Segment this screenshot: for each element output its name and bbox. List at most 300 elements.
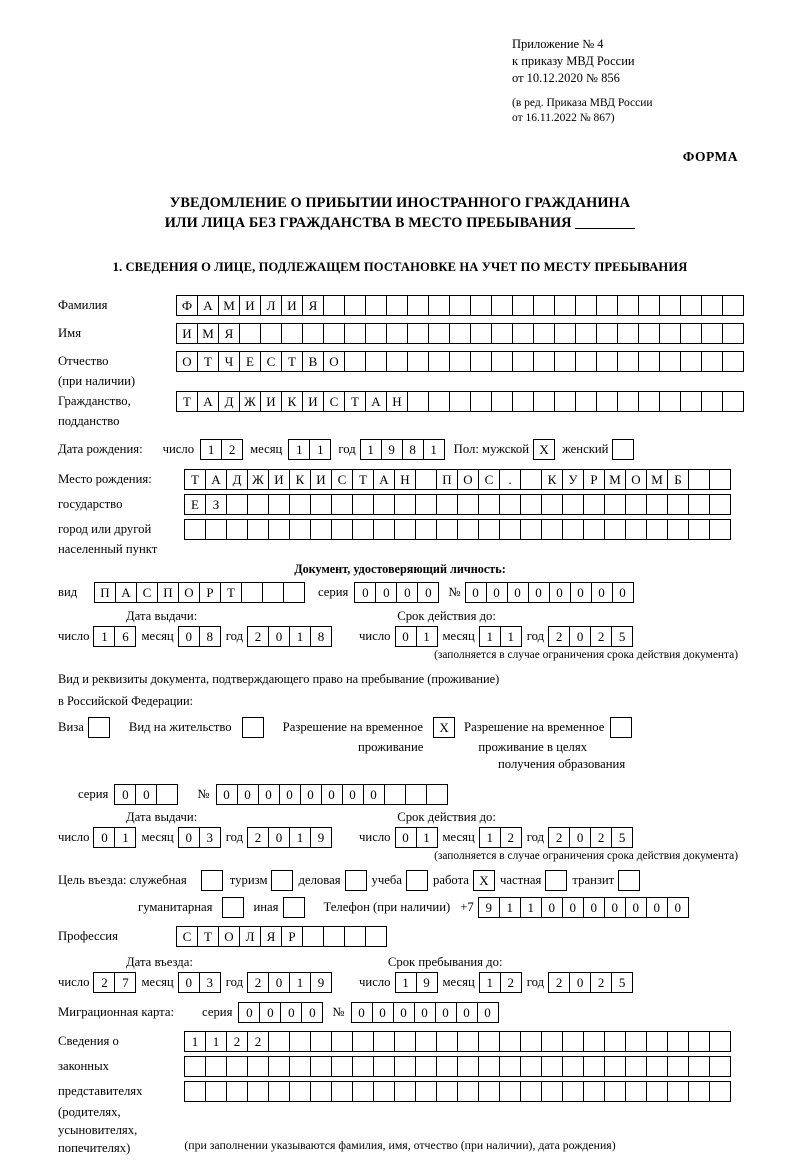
form-cell[interactable]	[201, 870, 223, 891]
form-cell[interactable]	[323, 323, 345, 344]
form-cell[interactable]	[499, 1031, 521, 1052]
form-cell[interactable]: 1	[184, 1031, 206, 1052]
stay-end-year-cells[interactable]	[548, 972, 632, 993]
form-cell[interactable]	[541, 1081, 563, 1102]
form-cell[interactable]	[583, 1081, 605, 1102]
form-cell[interactable]	[289, 519, 311, 540]
form-cell[interactable]	[268, 494, 290, 515]
form-cell[interactable]	[449, 391, 471, 412]
form-cell[interactable]: 1	[289, 827, 311, 848]
form-cell[interactable]	[394, 519, 416, 540]
form-cell[interactable]: Н	[386, 391, 408, 412]
form-cell[interactable]	[407, 295, 429, 316]
form-cell[interactable]: 0	[178, 972, 200, 993]
stay-valid-day-cells[interactable]	[395, 827, 437, 848]
form-cell[interactable]: 2	[548, 827, 570, 848]
form-cell[interactable]	[709, 469, 731, 490]
form-cell[interactable]: И	[176, 323, 198, 344]
form-cell[interactable]: 0	[477, 1002, 499, 1023]
form-cell[interactable]	[680, 391, 702, 412]
form-cell[interactable]: Е	[184, 494, 206, 515]
form-cell[interactable]	[659, 295, 681, 316]
form-cell[interactable]: Р	[199, 582, 221, 603]
form-cell[interactable]: 1	[114, 827, 136, 848]
form-cell[interactable]	[625, 494, 647, 515]
form-cell[interactable]	[323, 926, 345, 947]
form-cell[interactable]: Ж	[239, 391, 261, 412]
form-cell[interactable]: 1	[309, 439, 331, 460]
form-cell[interactable]	[562, 1056, 584, 1077]
form-cell[interactable]	[638, 295, 660, 316]
form-cell[interactable]	[688, 494, 710, 515]
form-cell[interactable]: Т	[281, 351, 303, 372]
form-cell[interactable]	[457, 519, 479, 540]
form-cell[interactable]	[156, 784, 178, 805]
purpose-work-checkbox[interactable]	[473, 870, 494, 891]
form-cell[interactable]: 1	[288, 439, 310, 460]
stay-series-cells[interactable]	[114, 784, 177, 805]
form-cell[interactable]	[373, 1031, 395, 1052]
form-cell[interactable]: Н	[394, 469, 416, 490]
form-cell[interactable]: 0	[549, 582, 571, 603]
form-cell[interactable]	[646, 519, 668, 540]
form-cell[interactable]	[260, 323, 282, 344]
form-cell[interactable]: 0	[321, 784, 343, 805]
form-cell[interactable]: Е	[239, 351, 261, 372]
form-cell[interactable]	[646, 1056, 668, 1077]
form-cell[interactable]	[310, 1081, 332, 1102]
form-cell[interactable]	[184, 1081, 206, 1102]
form-cell[interactable]	[384, 784, 406, 805]
form-cell[interactable]: 2	[590, 626, 612, 647]
form-cell[interactable]: П	[157, 582, 179, 603]
form-cell[interactable]	[520, 494, 542, 515]
entry-year-cells[interactable]	[247, 972, 331, 993]
purpose-study-checkbox[interactable]	[406, 870, 427, 891]
form-cell[interactable]: К	[281, 391, 303, 412]
form-cell[interactable]: И	[302, 391, 324, 412]
form-cell[interactable]: 0	[414, 1002, 436, 1023]
form-cell[interactable]	[667, 1031, 689, 1052]
form-cell[interactable]	[407, 391, 429, 412]
form-cell[interactable]	[331, 519, 353, 540]
form-cell[interactable]	[533, 323, 555, 344]
form-cell[interactable]: С	[136, 582, 158, 603]
form-cell[interactable]: 0	[562, 897, 584, 918]
form-cell[interactable]	[575, 323, 597, 344]
form-cell[interactable]	[617, 295, 639, 316]
doc-valid-month-cells[interactable]	[479, 626, 521, 647]
form-cell[interactable]	[205, 519, 227, 540]
form-cell[interactable]: 6	[114, 626, 136, 647]
form-cell[interactable]	[407, 351, 429, 372]
form-cell[interactable]	[701, 391, 723, 412]
form-cell[interactable]: X	[533, 439, 555, 460]
form-cell[interactable]: О	[457, 469, 479, 490]
form-cell[interactable]	[722, 295, 744, 316]
form-cell[interactable]: 0	[486, 582, 508, 603]
form-cell[interactable]	[478, 1081, 500, 1102]
form-cell[interactable]: 2	[247, 626, 269, 647]
form-cell[interactable]	[604, 1031, 626, 1052]
surname-cells[interactable]	[176, 295, 743, 316]
form-cell[interactable]: 1	[423, 439, 445, 460]
form-cell[interactable]	[583, 1031, 605, 1052]
form-cell[interactable]: 3	[199, 827, 221, 848]
form-cell[interactable]: 0	[570, 582, 592, 603]
form-cell[interactable]: Д	[218, 391, 240, 412]
form-cell[interactable]	[449, 323, 471, 344]
form-cell[interactable]	[457, 494, 479, 515]
form-cell[interactable]	[533, 295, 555, 316]
form-cell[interactable]: Л	[260, 295, 282, 316]
form-cell[interactable]	[241, 582, 263, 603]
form-cell[interactable]	[310, 519, 332, 540]
form-cell[interactable]	[596, 391, 618, 412]
form-cell[interactable]	[407, 323, 429, 344]
form-cell[interactable]	[520, 469, 542, 490]
form-cell[interactable]	[625, 1081, 647, 1102]
form-cell[interactable]	[638, 351, 660, 372]
form-cell[interactable]: 0	[268, 972, 290, 993]
form-cell[interactable]	[520, 519, 542, 540]
form-cell[interactable]: О	[178, 582, 200, 603]
form-cell[interactable]: 0	[135, 784, 157, 805]
phone-cells[interactable]	[478, 897, 688, 918]
form-cell[interactable]: О	[176, 351, 198, 372]
form-cell[interactable]	[520, 1081, 542, 1102]
form-cell[interactable]: А	[365, 391, 387, 412]
form-cell[interactable]	[554, 351, 576, 372]
form-cell[interactable]	[512, 323, 534, 344]
form-cell[interactable]: И	[268, 469, 290, 490]
form-cell[interactable]	[701, 295, 723, 316]
form-cell[interactable]	[88, 717, 110, 738]
form-cell[interactable]: 1	[93, 626, 115, 647]
form-cell[interactable]	[428, 351, 450, 372]
form-cell[interactable]: М	[646, 469, 668, 490]
form-cell[interactable]: И	[260, 391, 282, 412]
form-cell[interactable]	[701, 323, 723, 344]
form-cell[interactable]: 0	[667, 897, 689, 918]
form-cell[interactable]: 9	[381, 439, 403, 460]
form-cell[interactable]: М	[218, 295, 240, 316]
birth-year-cells[interactable]	[360, 439, 444, 460]
form-cell[interactable]: 2	[590, 972, 612, 993]
purpose-other-checkbox[interactable]	[283, 897, 304, 918]
form-cell[interactable]	[617, 351, 639, 372]
form-cell[interactable]: 0	[354, 582, 376, 603]
form-cell[interactable]	[478, 1031, 500, 1052]
sex-male-checkbox[interactable]	[533, 439, 554, 460]
form-cell[interactable]: 0	[372, 1002, 394, 1023]
form-cell[interactable]: 2	[247, 972, 269, 993]
form-cell[interactable]	[583, 494, 605, 515]
form-cell[interactable]: 9	[478, 897, 500, 918]
form-cell[interactable]	[596, 351, 618, 372]
form-cell[interactable]	[247, 494, 269, 515]
form-cell[interactable]: А	[115, 582, 137, 603]
form-cell[interactable]	[457, 1081, 479, 1102]
form-cell[interactable]	[365, 351, 387, 372]
form-cell[interactable]: 1	[416, 827, 438, 848]
form-cell[interactable]: 0	[93, 827, 115, 848]
form-cell[interactable]: К	[541, 469, 563, 490]
form-cell[interactable]: 0	[604, 897, 626, 918]
form-cell[interactable]: Я	[302, 295, 324, 316]
form-cell[interactable]	[583, 1056, 605, 1077]
doc-series-cells[interactable]	[354, 582, 438, 603]
form-cell[interactable]	[618, 870, 640, 891]
form-cell[interactable]	[310, 1031, 332, 1052]
form-cell[interactable]: Т	[176, 391, 198, 412]
form-cell[interactable]: 2	[500, 827, 522, 848]
form-cell[interactable]	[612, 439, 634, 460]
form-cell[interactable]	[604, 519, 626, 540]
form-cell[interactable]	[415, 519, 437, 540]
form-cell[interactable]: М	[604, 469, 626, 490]
form-cell[interactable]: 8	[199, 626, 221, 647]
form-cell[interactable]: 2	[93, 972, 115, 993]
form-cell[interactable]	[428, 295, 450, 316]
form-cell[interactable]: С	[331, 469, 353, 490]
form-cell[interactable]: Ж	[247, 469, 269, 490]
form-cell[interactable]: И	[310, 469, 332, 490]
form-cell[interactable]: 1	[500, 626, 522, 647]
form-cell[interactable]: X	[473, 870, 495, 891]
form-cell[interactable]: С	[176, 926, 198, 947]
form-cell[interactable]	[610, 717, 632, 738]
form-cell[interactable]: И	[281, 295, 303, 316]
form-cell[interactable]	[242, 717, 264, 738]
form-cell[interactable]	[226, 1081, 248, 1102]
form-cell[interactable]: X	[433, 717, 455, 738]
form-cell[interactable]: 1	[395, 972, 417, 993]
form-cell[interactable]: 0	[507, 582, 529, 603]
form-cell[interactable]	[289, 1031, 311, 1052]
form-cell[interactable]	[373, 494, 395, 515]
form-cell[interactable]: 2	[590, 827, 612, 848]
form-cell[interactable]	[268, 1056, 290, 1077]
mig-number-cells[interactable]	[351, 1002, 498, 1023]
form-cell[interactable]	[596, 295, 618, 316]
doc-issue-month-cells[interactable]	[178, 626, 220, 647]
form-cell[interactable]: 2	[500, 972, 522, 993]
form-cell[interactable]	[386, 351, 408, 372]
form-cell[interactable]: А	[205, 469, 227, 490]
form-cell[interactable]	[491, 295, 513, 316]
form-cell[interactable]: К	[289, 469, 311, 490]
form-cell[interactable]	[512, 391, 534, 412]
form-cell[interactable]	[541, 1056, 563, 1077]
form-cell[interactable]: 0	[300, 784, 322, 805]
form-cell[interactable]	[646, 494, 668, 515]
form-cell[interactable]: 0	[301, 1002, 323, 1023]
form-cell[interactable]: 0	[280, 1002, 302, 1023]
form-cell[interactable]	[247, 519, 269, 540]
birthplace-row-1-cells[interactable]	[184, 469, 730, 490]
form-cell[interactable]: И	[239, 295, 261, 316]
form-cell[interactable]	[344, 323, 366, 344]
form-cell[interactable]	[688, 1081, 710, 1102]
form-cell[interactable]	[659, 351, 681, 372]
form-cell[interactable]: Т	[352, 469, 374, 490]
form-cell[interactable]: 0	[569, 626, 591, 647]
form-cell[interactable]: 2	[548, 972, 570, 993]
form-cell[interactable]	[457, 1056, 479, 1077]
purpose-service-checkbox[interactable]	[201, 870, 222, 891]
form-cell[interactable]	[344, 926, 366, 947]
form-cell[interactable]	[289, 1056, 311, 1077]
form-cell[interactable]: 0	[541, 897, 563, 918]
form-cell[interactable]: Р	[281, 926, 303, 947]
form-cell[interactable]: У	[562, 469, 584, 490]
form-cell[interactable]	[184, 519, 206, 540]
visa-checkbox[interactable]	[88, 717, 109, 738]
form-cell[interactable]: Л	[239, 926, 261, 947]
doc-valid-year-cells[interactable]	[548, 626, 632, 647]
legal-rep-row-1-cells[interactable]	[184, 1031, 730, 1052]
form-cell[interactable]: 0	[569, 972, 591, 993]
form-cell[interactable]	[365, 295, 387, 316]
form-cell[interactable]	[470, 295, 492, 316]
form-cell[interactable]	[352, 519, 374, 540]
form-cell[interactable]	[562, 1031, 584, 1052]
form-cell[interactable]	[722, 391, 744, 412]
form-cell[interactable]: 1	[479, 827, 501, 848]
residence-permit-checkbox[interactable]	[242, 717, 263, 738]
form-cell[interactable]	[701, 351, 723, 372]
form-cell[interactable]	[415, 1031, 437, 1052]
form-cell[interactable]: Ч	[218, 351, 240, 372]
form-cell[interactable]: С	[260, 351, 282, 372]
form-cell[interactable]: 0	[569, 827, 591, 848]
form-cell[interactable]	[680, 323, 702, 344]
form-cell[interactable]	[499, 1056, 521, 1077]
stay-end-day-cells[interactable]	[395, 972, 437, 993]
form-cell[interactable]: В	[302, 351, 324, 372]
form-cell[interactable]	[344, 295, 366, 316]
form-cell[interactable]	[554, 323, 576, 344]
patronymic-cells[interactable]	[176, 351, 743, 372]
form-cell[interactable]: 5	[611, 827, 633, 848]
form-cell[interactable]	[646, 1031, 668, 1052]
form-cell[interactable]: Т	[197, 926, 219, 947]
form-cell[interactable]	[283, 582, 305, 603]
form-cell[interactable]	[499, 1081, 521, 1102]
form-cell[interactable]	[415, 469, 437, 490]
form-cell[interactable]	[394, 1056, 416, 1077]
form-cell[interactable]: С	[478, 469, 500, 490]
form-cell[interactable]: 1	[520, 897, 542, 918]
form-cell[interactable]: Ф	[176, 295, 198, 316]
form-cell[interactable]: Т	[197, 351, 219, 372]
form-cell[interactable]: Я	[218, 323, 240, 344]
form-cell[interactable]	[688, 519, 710, 540]
form-cell[interactable]	[323, 295, 345, 316]
doc-kind-cells[interactable]	[94, 582, 304, 603]
form-cell[interactable]	[373, 1081, 395, 1102]
form-cell[interactable]	[415, 494, 437, 515]
form-cell[interactable]	[596, 323, 618, 344]
form-cell[interactable]	[667, 1056, 689, 1077]
form-cell[interactable]	[709, 1031, 731, 1052]
form-cell[interactable]	[688, 1031, 710, 1052]
form-cell[interactable]: 0	[238, 1002, 260, 1023]
form-cell[interactable]	[428, 391, 450, 412]
form-cell[interactable]	[436, 1081, 458, 1102]
form-cell[interactable]	[405, 784, 427, 805]
form-cell[interactable]	[386, 295, 408, 316]
birth-month-cells[interactable]	[288, 439, 330, 460]
form-cell[interactable]	[365, 323, 387, 344]
form-cell[interactable]: 1	[205, 1031, 227, 1052]
form-cell[interactable]	[226, 494, 248, 515]
form-cell[interactable]	[394, 1081, 416, 1102]
form-cell[interactable]: 0	[342, 784, 364, 805]
form-cell[interactable]: 0	[456, 1002, 478, 1023]
sex-female-checkbox[interactable]	[612, 439, 633, 460]
form-cell[interactable]	[625, 519, 647, 540]
form-cell[interactable]: 1	[360, 439, 382, 460]
form-cell[interactable]	[709, 494, 731, 515]
purpose-humanitarian-checkbox[interactable]	[222, 897, 243, 918]
form-cell[interactable]	[638, 323, 660, 344]
form-cell[interactable]	[638, 391, 660, 412]
form-cell[interactable]	[352, 1056, 374, 1077]
form-cell[interactable]	[491, 391, 513, 412]
entry-day-cells[interactable]	[93, 972, 135, 993]
form-cell[interactable]	[667, 1081, 689, 1102]
form-cell[interactable]	[302, 926, 324, 947]
form-cell[interactable]: 0	[351, 1002, 373, 1023]
purpose-private-checkbox[interactable]	[545, 870, 566, 891]
form-cell[interactable]	[680, 351, 702, 372]
profession-cells[interactable]	[176, 926, 386, 947]
form-cell[interactable]: 7	[114, 972, 136, 993]
form-cell[interactable]	[520, 1031, 542, 1052]
form-cell[interactable]: 0	[375, 582, 397, 603]
form-cell[interactable]: 0	[465, 582, 487, 603]
form-cell[interactable]: М	[197, 323, 219, 344]
form-cell[interactable]: 1	[289, 626, 311, 647]
form-cell[interactable]	[709, 1081, 731, 1102]
form-cell[interactable]: П	[94, 582, 116, 603]
stay-issue-year-cells[interactable]	[247, 827, 331, 848]
name-cells[interactable]	[176, 323, 743, 344]
form-cell[interactable]: 1	[479, 626, 501, 647]
form-cell[interactable]	[205, 1081, 227, 1102]
form-cell[interactable]	[345, 870, 367, 891]
form-cell[interactable]	[205, 1056, 227, 1077]
form-cell[interactable]: 0	[417, 582, 439, 603]
form-cell[interactable]	[184, 1056, 206, 1077]
form-cell[interactable]	[659, 323, 681, 344]
form-cell[interactable]	[541, 494, 563, 515]
form-cell[interactable]	[562, 494, 584, 515]
legal-rep-row-2-cells[interactable]	[184, 1056, 730, 1077]
form-cell[interactable]: 1	[499, 897, 521, 918]
form-cell[interactable]	[617, 323, 639, 344]
temp-residence-checkbox[interactable]	[433, 717, 454, 738]
purpose-transit-checkbox[interactable]	[618, 870, 639, 891]
form-cell[interactable]	[436, 494, 458, 515]
form-cell[interactable]	[478, 1056, 500, 1077]
form-cell[interactable]: 5	[611, 972, 633, 993]
edu-residence-checkbox[interactable]	[610, 717, 631, 738]
form-cell[interactable]: 2	[247, 1031, 269, 1052]
form-cell[interactable]: 2	[221, 439, 243, 460]
